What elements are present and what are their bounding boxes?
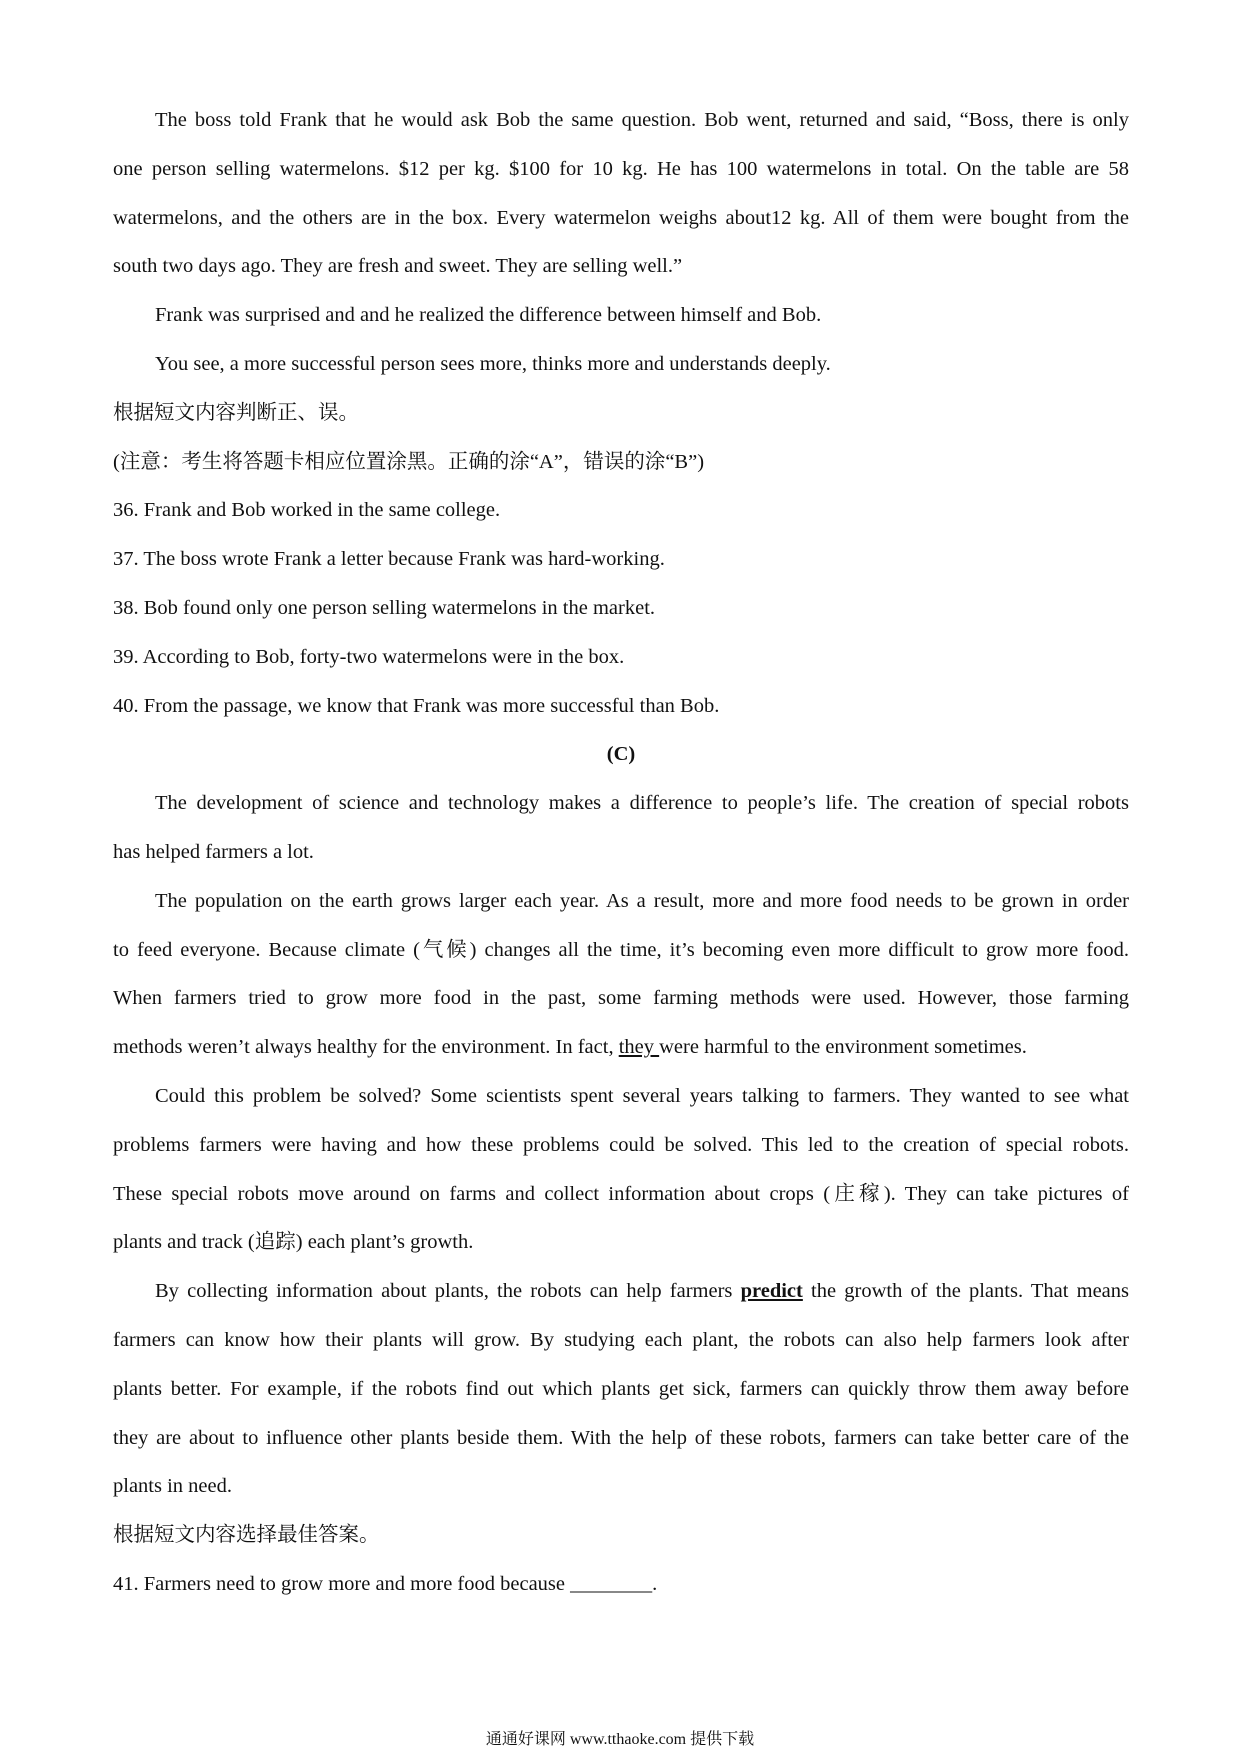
text-line: plants and track (追踪) each plant’s growth.: [113, 1231, 474, 1254]
document-page: [113, 96, 1129, 1609]
text-line: problems farmers were having and how these problems could be solved. This led to the creation of special robots.: [113, 1133, 1129, 1156]
question-item: 41. Farmers need to grow more and more food because ________.: [113, 1572, 658, 1595]
text-line: The population on the earth grows larger each year. As a result, more and more food needs to be grown in order: [155, 889, 1129, 912]
text-line: plants in need.: [113, 1475, 232, 1498]
text-line: south two days ago. They are fresh and sweet. They are selling well.”: [113, 255, 683, 278]
task-note: (注意：考生将答题卡相应位置涂黑。正确的涂“A”，错误的涂“B”): [113, 450, 705, 473]
question-list: [113, 486, 1129, 730]
text-line: farmers can know how their plants will grow. By studying each plant, the robots can also help farmers look after: [113, 1328, 1129, 1351]
text-line: plants better. For example, if the robots find out which plants get sick, farmers can quickly throw them away before: [113, 1377, 1129, 1400]
question-item: 37. The boss wrote Frank a letter because Frank was hard-working.: [113, 548, 665, 571]
text-line: The development of science and technology makes a difference to people’s life. The creation of special robots: [155, 792, 1129, 815]
underlined-word: they: [618, 1036, 660, 1059]
passage-b-paragraph-2: Frank was surprised and and he realized the difference between himself and Bob.: [155, 304, 822, 327]
question-item: 36. Frank and Bob worked in the same college.: [113, 499, 501, 522]
passage-c-paragraph-4: [113, 1267, 1129, 1511]
text-line: The boss told Frank that he would ask Bob the same question. Bob went, returned and said, “Boss, there is only: [155, 109, 1129, 131]
page-footer: 通通好课网 www.tthaoke.com 提供下载: [485, 1731, 755, 1748]
text-line: [113, 1023, 1129, 1072]
text-span: methods weren’t always healthy for the environment. In fact,: [113, 1036, 619, 1059]
text-line: to feed everyone. Because climate (气候) changes all the time, it’s becoming even more difficult to grow more food.: [113, 938, 1129, 961]
text-line: has helped farmers a lot.: [113, 840, 314, 863]
passage-b-paragraph-1: [113, 96, 1129, 291]
bold-underlined-word: predict: [740, 1280, 803, 1303]
passage-b-paragraph-3: You see, a more successful person sees more, thinks more and understands deeply.: [155, 352, 831, 375]
text-line: These special robots move around on farms and collect information about crops (庄稼). They can take pictures of: [113, 1182, 1129, 1205]
text-span: were harmful to the environment sometimes.: [659, 1036, 1027, 1059]
text-line: Could this problem be solved? Some scientists spent several years talking to farmers. They wanted to see what: [155, 1084, 1129, 1107]
text-line: [113, 1267, 1129, 1316]
text-line: watermelons, and the others are in the box. Every watermelon weighs about12 kg. All of them were bought from the: [113, 206, 1129, 229]
text-span: By collecting information about plants, the robots can help farmers: [155, 1280, 741, 1303]
task-instruction: 根据短文内容判断正、误。: [113, 401, 359, 424]
task-instruction: 根据短文内容选择最佳答案。: [113, 1524, 380, 1547]
passage-c-paragraph-3: [113, 1072, 1129, 1267]
text-line: one person selling watermelons. $12 per kg. $100 for 10 kg. He has 100 watermelons in total. On the table are 58: [113, 157, 1129, 180]
section-heading: (C): [606, 743, 636, 766]
question-item: 40. From the passage, we know that Frank was more successful than Bob.: [113, 694, 720, 717]
text-line: they are about to influence other plants beside them. With the help of these robots, farmers can take better care of the: [113, 1426, 1129, 1449]
text-line: When farmers tried to grow more food in the past, some farming methods were used. However, those farming: [113, 987, 1129, 1010]
question-item: 38. Bob found only one person selling watermelons in the market.: [113, 596, 656, 619]
question-item: 39. According to Bob, forty-two watermelons were in the box.: [113, 645, 625, 668]
text-span: the growth of the plants. That means: [802, 1280, 1130, 1303]
passage-c-paragraph-1: [113, 779, 1129, 877]
passage-c-paragraph-2: [113, 877, 1129, 1072]
